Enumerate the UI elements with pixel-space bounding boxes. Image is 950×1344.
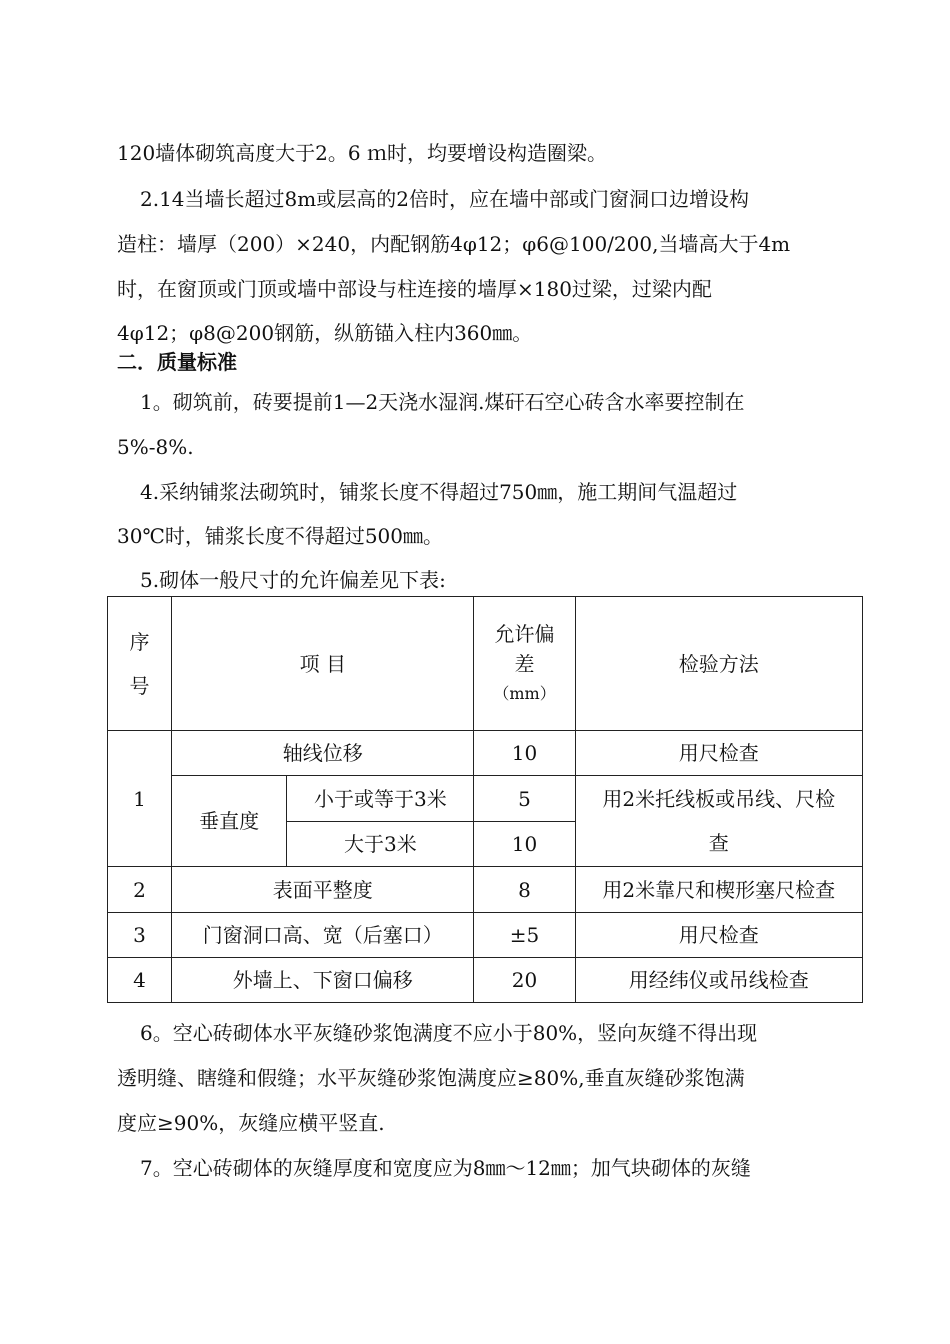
- table-row: [108, 958, 863, 1003]
- header-item: 项 目: [172, 597, 474, 731]
- cell-tolerance: 10: [474, 731, 575, 776]
- cell-subitem: 大于3米: [287, 822, 474, 867]
- header-tolerance: 允许偏 差 （mm）: [474, 597, 575, 731]
- cell-method: 用经纬仪或吊线检查: [575, 958, 862, 1003]
- cell-tolerance: 8: [474, 867, 575, 913]
- cell-item: 轴线位移: [172, 731, 474, 776]
- paragraph-2-14-line4: 4φ12；φ8@200钢筋，纵筋锚入柱内360㎜。: [117, 321, 533, 345]
- paragraph-ring-beam: 120墙体砌筑高度大于2。6 ｍ时，均要增设构造圈梁。: [117, 141, 607, 165]
- table-row: [108, 913, 863, 958]
- cell-item: 门窗洞口高、宽（后塞口）: [172, 913, 474, 958]
- cell-tolerance: 20: [474, 958, 575, 1003]
- paragraph-2-14-line1: 2.14当墙长超过8m或层高的2倍时，应在墙中部或门窗洞口边增设构: [140, 187, 749, 211]
- paragraph-item4-line1: 4.采纳铺浆法砌筑时，铺浆长度不得超过750㎜，施工期间气温超过: [140, 480, 738, 504]
- tolerance-table: [107, 596, 863, 1003]
- cell-seq: 2: [108, 867, 172, 913]
- paragraph-2-14-line3: 时，在窗顶或门顶或墙中部设与柱连接的墙厚×180过梁，过梁内配: [117, 277, 712, 301]
- table-row: [108, 731, 863, 776]
- header-seq: 序 号: [108, 597, 172, 731]
- paragraph-item6-line3: 度应≥90%，灰缝应横平竖直.: [117, 1111, 385, 1135]
- cell-item: 外墙上、下窗口偏移: [172, 958, 474, 1003]
- cell-method: 用尺检查: [575, 913, 862, 958]
- cell-method: 用2米靠尺和楔形塞尺检查: [575, 867, 862, 913]
- paragraph-2-14-line2: 造柱：墙厚（200）×240，内配钢筋4φ12；φ6@100/200,当墙高大于4m: [117, 232, 791, 256]
- table-row: [108, 867, 863, 913]
- cell-subitem: 小于或等于3米: [287, 776, 474, 822]
- paragraph-item1-line2: 5%-8%.: [117, 435, 194, 459]
- paragraph-item4-line2: 30℃时，铺浆长度不得超过500㎜。: [117, 524, 443, 548]
- cell-item: 表面平整度: [172, 867, 474, 913]
- cell-seq: 4: [108, 958, 172, 1003]
- cell-item: 垂直度: [172, 776, 287, 867]
- table-row: [108, 776, 863, 822]
- cell-seq: 3: [108, 913, 172, 958]
- paragraph-item6-line2: 透明缝、瞎缝和假缝；水平灰缝砂浆饱满度应≥80%,垂直灰缝砂浆饱满: [117, 1066, 745, 1090]
- paragraph-item5: 5.砌体一般尺寸的允许偏差见下表:: [140, 568, 446, 592]
- header-method: 检验方法: [575, 597, 862, 731]
- cell-method: 用2米托线板或吊线、尺检 查: [575, 776, 862, 867]
- cell-tolerance: ±5: [474, 913, 575, 958]
- cell-tolerance: 10: [474, 822, 575, 867]
- table-header-row: [108, 597, 863, 731]
- cell-seq: 1: [108, 731, 172, 867]
- paragraph-item1-line1: 1。砌筑前，砖要提前1—2天浇水湿润.煤矸石空心砖含水率要控制在: [140, 390, 745, 414]
- paragraph-item6-line1: 6。空心砖砌体水平灰缝砂浆饱满度不应小于80%，竖向灰缝不得出现: [140, 1021, 758, 1045]
- cell-method: 用尺检查: [575, 731, 862, 776]
- paragraph-item7-line1: 7。空心砖砌体的灰缝厚度和宽度应为8㎜～12㎜；加气块砌体的灰缝: [140, 1156, 751, 1180]
- cell-tolerance: 5: [474, 776, 575, 822]
- section-heading-quality-standard: 二．质量标准: [117, 350, 237, 374]
